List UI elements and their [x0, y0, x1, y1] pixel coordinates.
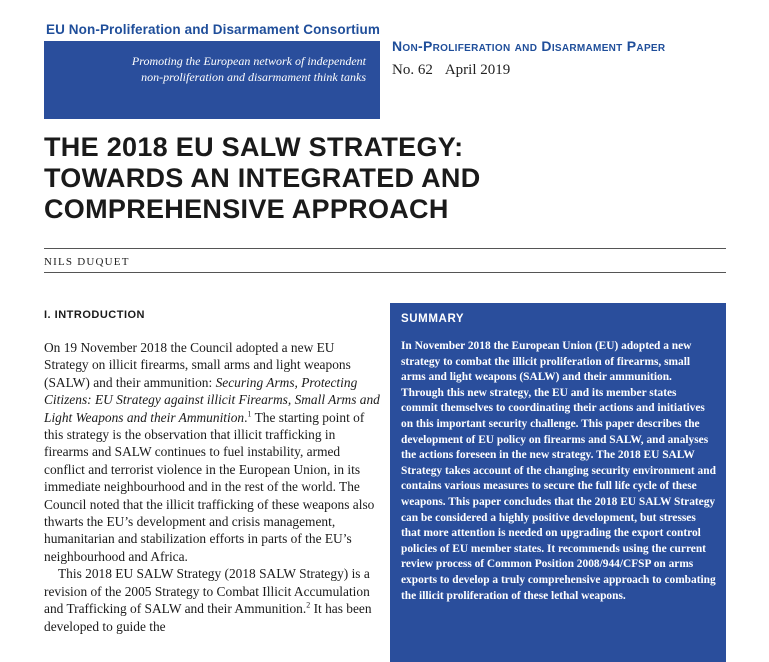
footnote-ref-2[interactable]: 2 [306, 600, 311, 610]
consortium-banner [44, 41, 380, 119]
intro-p1-text-a: On 19 November 2018 the Council adopted a new EU Strategy on illicit firearms, small arms and light weapons (SALW) and their ammunition: [44, 340, 351, 390]
issue-info [392, 62, 522, 79]
title-divider-bottom [44, 272, 726, 273]
summary-box [390, 303, 726, 662]
author-name: NILS DUQUET [44, 256, 130, 268]
introduction-heading: I. INTRODUCTION [44, 309, 145, 321]
intro-p1-text-b: . [244, 409, 248, 425]
title-line-3: COMPREHENSIVE APPROACH [44, 194, 449, 224]
summary-heading: SUMMARY [401, 313, 465, 325]
intro-p1-text-c: The starting point of this strategy is the observation that illicit trafficking in firearms and SALW continues to fuel instability, armed conflict and terrorist violence in the European Union, in its immediate neighbourhood and in the rest of the world. The Council noted that the illicit trafficking of these weapons also thwarts the EU’s development and crisis management, humanitarian and stabilization efforts in parts of the EU’s neighbourhood and Africa. [44, 409, 375, 564]
title-divider-top [44, 248, 726, 249]
title-line-1: THE 2018 EU SALW STRATEGY: [44, 132, 464, 162]
consortium-name: EU Non-Proliferation and Disarmament Consortium [46, 22, 380, 37]
paper-title [44, 132, 684, 225]
intro-p2-text-a: This 2018 EU SALW Strategy (2018 SALW Strategy) is a revision of the 2005 Strategy to Combat Illicit Accumulation and Trafficking of SALW and their Ammunition. [44, 566, 370, 617]
introduction-paragraph-1 [44, 339, 380, 565]
strategy-title-italic: Securing Arms, Protecting Citizens: EU Strategy against illicit Firearms, Small Arms and Light Weapons and their Ammunition [44, 374, 380, 425]
footnote-ref-1[interactable]: 1 [247, 409, 252, 419]
issue-date: April 2019 [444, 62, 511, 78]
consortium-tagline [132, 53, 366, 85]
paper-series: Non-Proliferation and Disarmament Paper [392, 38, 666, 54]
title-line-2: TOWARDS AN INTEGRATED AND [44, 163, 481, 193]
issue-number: No. 62 [392, 62, 433, 78]
introduction-paragraph-2 [44, 565, 380, 635]
introduction-body [44, 339, 380, 635]
tagline-line-2: non-proliferation and disarmament think tanks [141, 70, 366, 84]
summary-text: In November 2018 the European Union (EU) adopted a new strategy to combat the illicit proliferation of firearms, small arms and light weapons (SALW) and their ammunition. Through this new strategy, the EU and its member states commit themselves to coordinating their actions and initiatives on this important security challenge. This paper describes the development of EU policy on firearms and SALW, and analyses the actions foreseen in the new strategy. The 2018 EU SALW Strategy takes account of the changing security environment and contains various measures to secure the full life cycle of these weapons. This paper concludes that the 2018 EU SALW Strategy can be considered a highly positive development, but stresses that more attention is needed on upgrading the export control policies of EU member states. It recommends using the current review process of Common Position 2008/944/CFSP on arms exports to develop a truly comprehensive approach to combating the illicit proliferation of these lethal weapons. [401, 340, 716, 602]
tagline-line-1: Promoting the European network of independent [131, 54, 366, 68]
intro-p2-text-b: It has been developed to guide the [44, 601, 372, 634]
